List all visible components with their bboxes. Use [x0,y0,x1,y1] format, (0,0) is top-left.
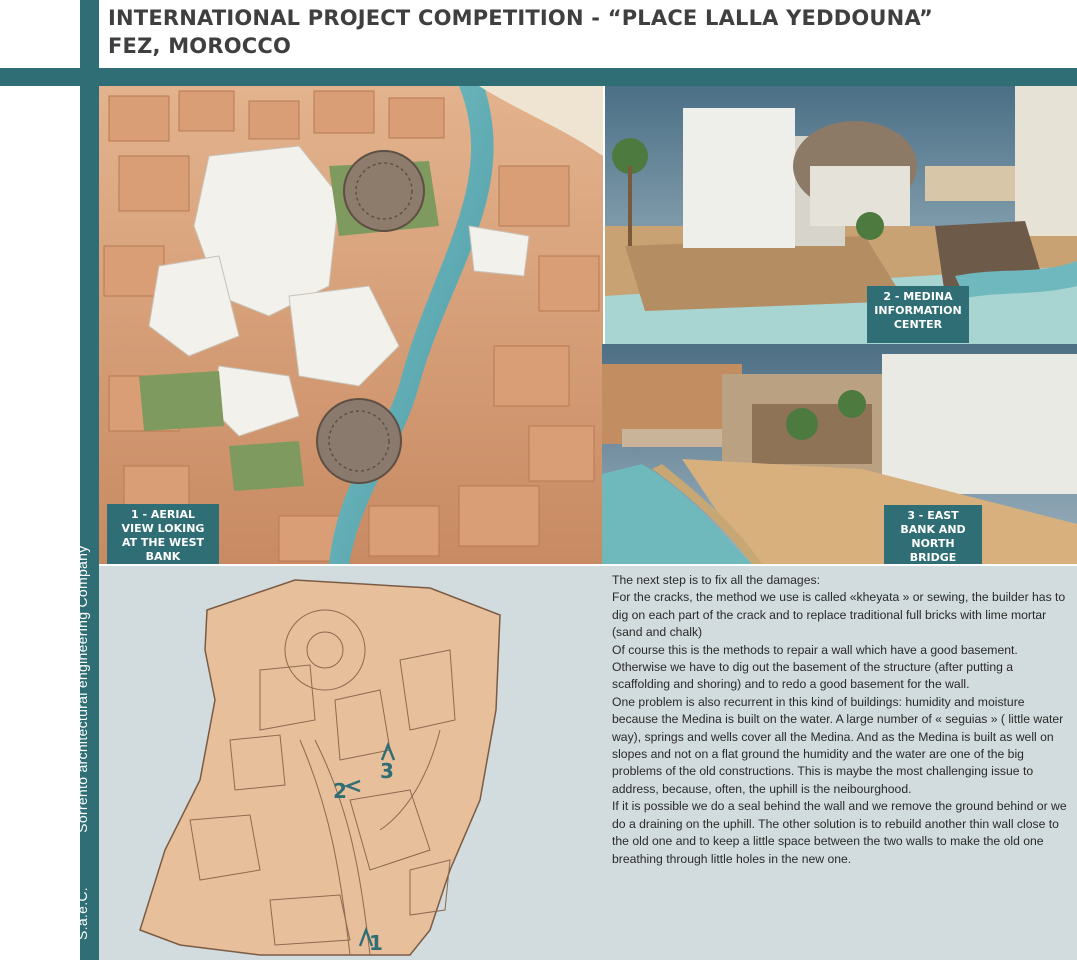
body-text [612,572,1067,868]
site-plan [110,570,605,960]
page-title [108,4,933,60]
plan-marker-3: 3 [380,759,394,783]
site-plan-drawing [110,570,605,960]
medina-center-image [605,86,1077,344]
company-abbrev: S.a.e.C. [74,887,90,940]
paragraph-5: If it is possible we do a seal behind the wall and we remove the ground behind or we do a draining on the uphill. The other solution is to rebuild another thin wall close to the old one and to keep a little space between the two walls to make the old one breathing through little holes in the new one. [612,799,1067,866]
paragraph-2: For the cracks, the method we use is called «kheyata » or sewing, the builder has to dig on each part of the crack and to replace traditional full bricks with lime mortar (sand and chalk) [612,590,1066,640]
title-line-1: INTERNATIONAL PROJECT COMPETITION - “PLACE LALLA YEDDOUNA” [108,6,933,30]
company-name: Sorrento architectural engineering Company [74,545,90,833]
paragraph-3: Of course this is the methods to repair a wall which have a good basement. Otherwise we have to dig out the basement of the structure (after putting a scaffolding and shoring) and to redo a good basement for the wall. [612,642,1018,692]
medina-caption: 2 - MEDINA INFORMATION CENTER [867,286,969,343]
paragraph-4: One problem is also recurrent in this kind of buildings: humidity and moisture because the Medina is built on the water. A large number of « seguias » ( little water way), springs and wells cover all the Medina. And as the Medina is built as well on slopes and not on a flat ground the humidity and the water are one of the big problems of the old constructions. This is maybe the most challenging issue to address, because, often, the uphill is the neibourghood. [612,694,1064,796]
paragraph-1: The next step is to fix all the damages: [612,573,820,587]
header-band [0,68,1077,86]
plan-marker-2: 2 [333,779,347,803]
aerial-view-image [99,86,603,564]
company-vertical-label [74,546,90,941]
east-bank-image [602,344,1077,564]
east-bank-render [602,344,1077,564]
medina-center-render [605,86,1077,344]
east-bank-caption: 3 - EAST BANK AND NORTH BRIDGE [884,505,982,564]
aerial-view-render [99,86,603,564]
title-line-2: FEZ, MOROCCO [108,34,292,58]
aerial-caption: 1 - AERIAL VIEW LOKING AT THE WEST BANK [107,504,219,564]
plan-marker-1: 1 [369,931,383,955]
